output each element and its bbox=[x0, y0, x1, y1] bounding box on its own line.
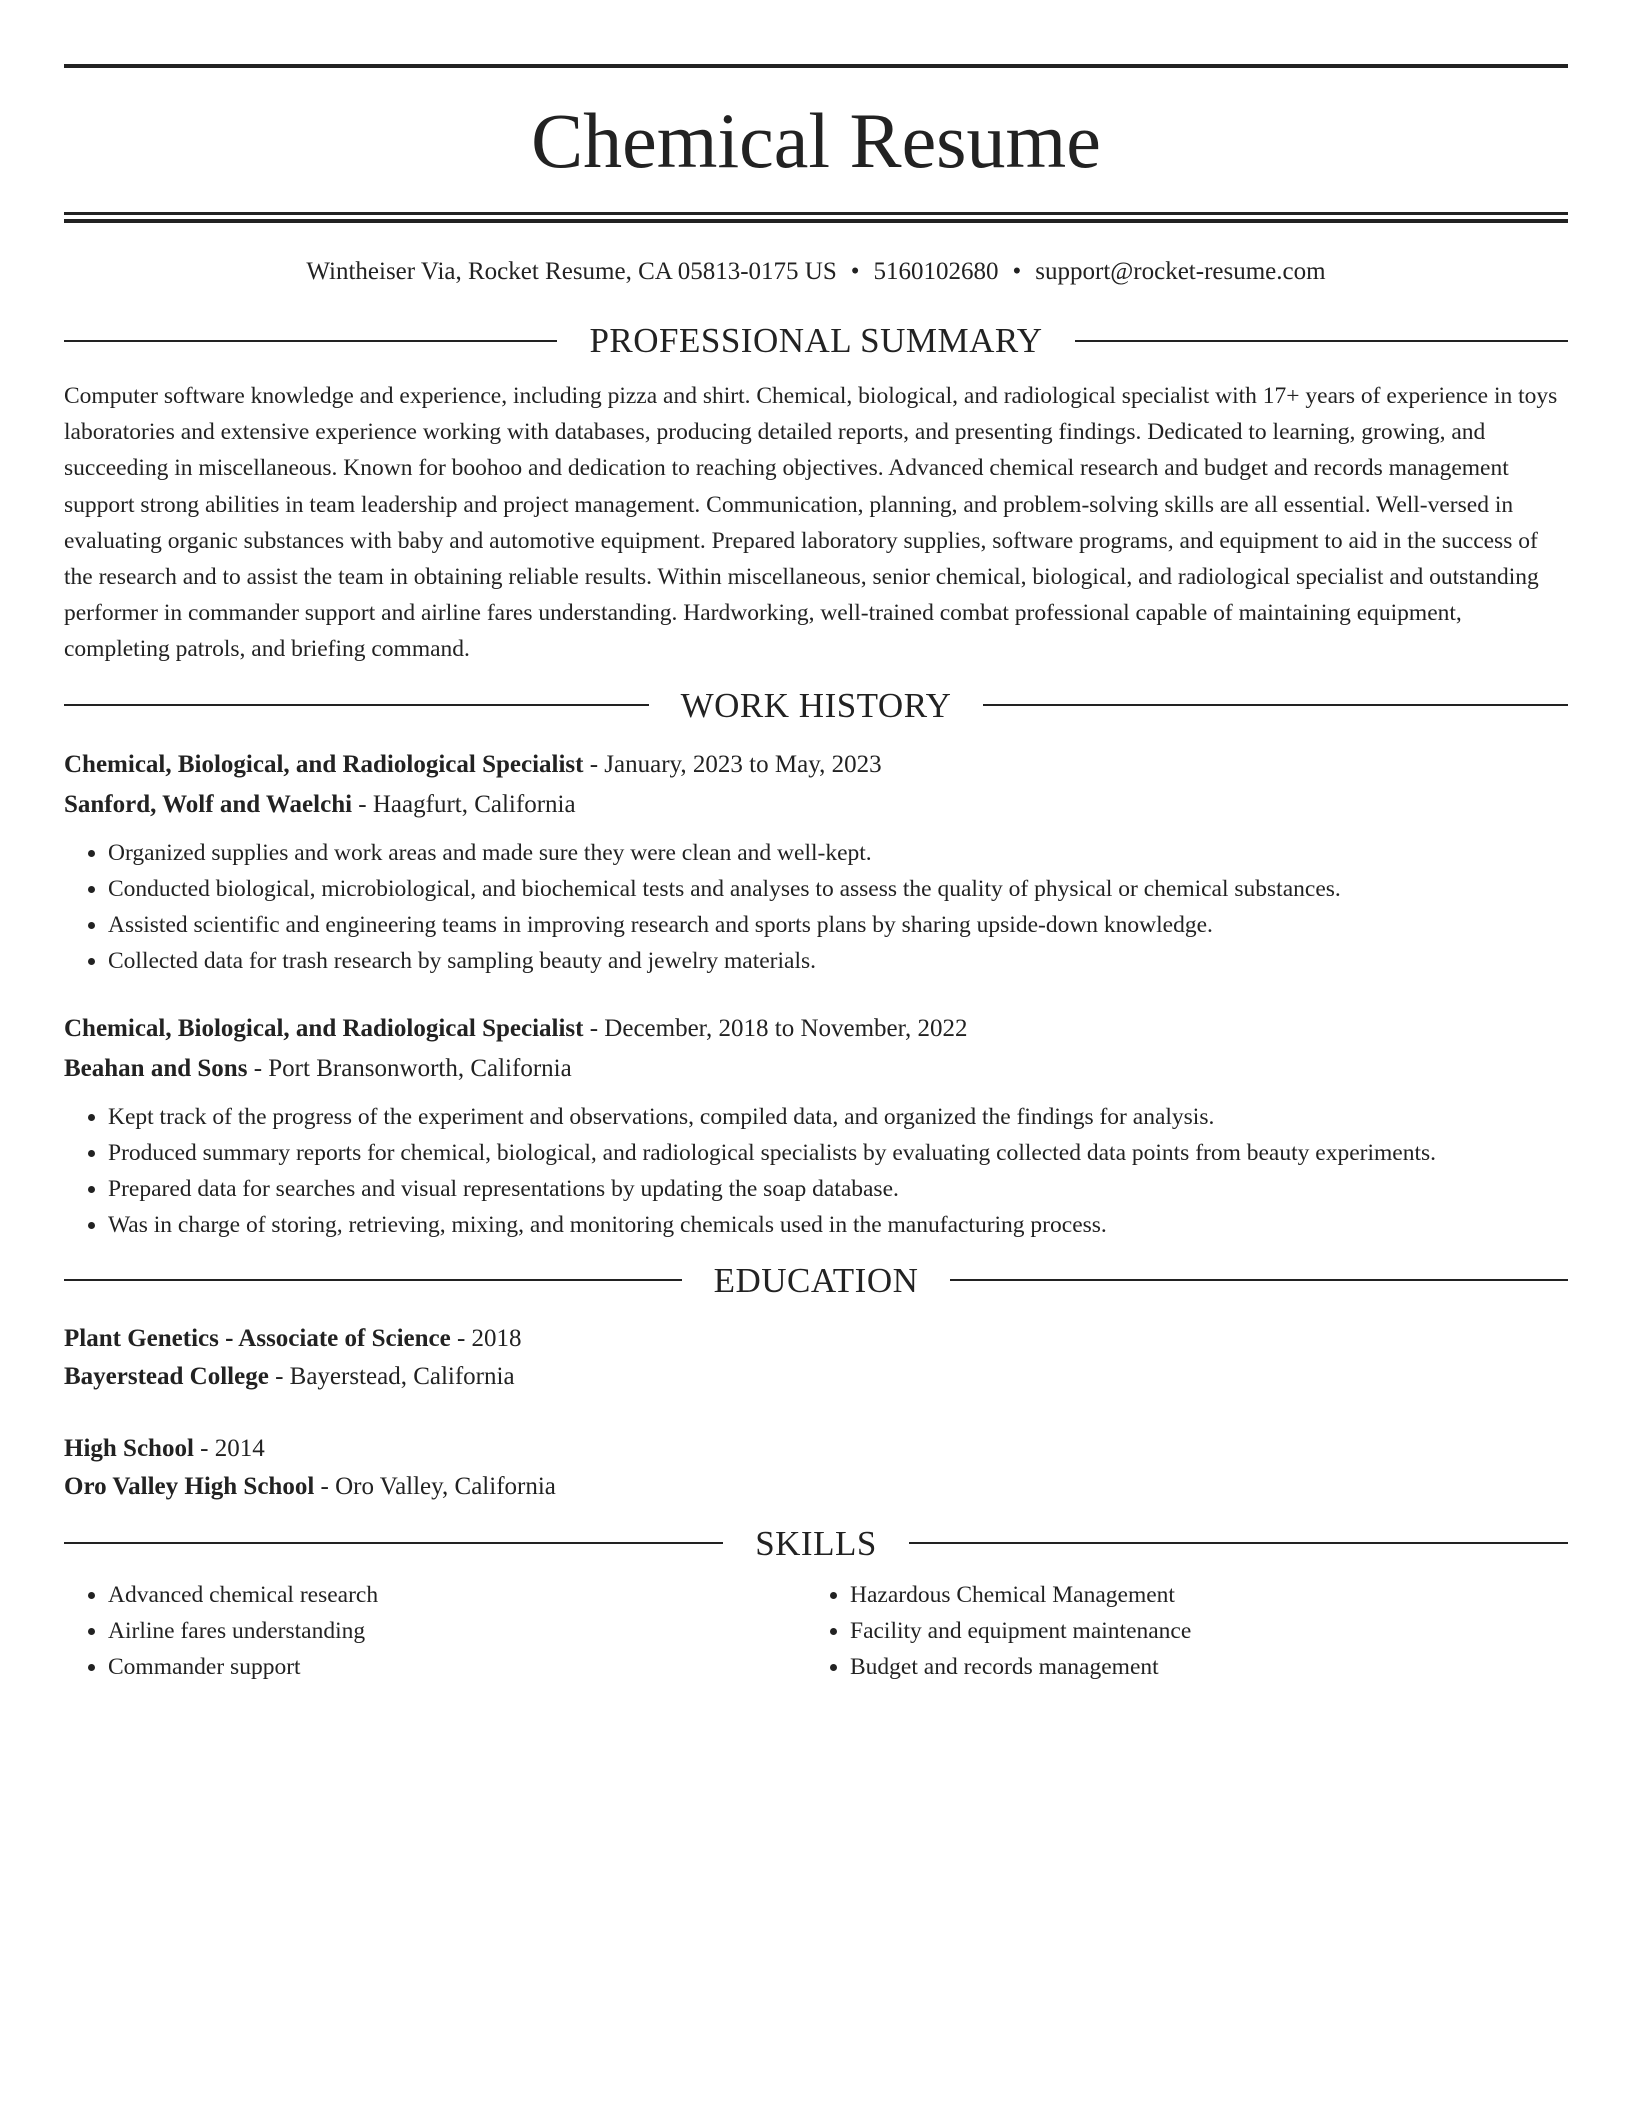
education-location: - Bayerstead, California bbox=[268, 1362, 515, 1390]
list-item: • Conducted biological, microbiological, and biochemical tests and analyses to assess the quality of physical or chemical substances. bbox=[108, 871, 1568, 907]
education-year: - 2018 bbox=[450, 1324, 522, 1352]
skill-item: • Facility and equipment maintenance bbox=[850, 1613, 1548, 1649]
contact-email: support@rocket-resume.com bbox=[1035, 258, 1326, 285]
contact-separator: • bbox=[1012, 258, 1022, 285]
list-item: • Was in charge of storing, retrieving, mixing, and monitoring chemicals used in the manufacturing process. bbox=[108, 1207, 1568, 1243]
list-item: • Assisted scientific and engineering teams in improving research and sports plans by sharing upside-down knowledge. bbox=[108, 907, 1568, 943]
job-dates: - December, 2018 to November, 2022 bbox=[583, 1014, 968, 1042]
heading-rule-right bbox=[983, 704, 1568, 706]
education-heading bbox=[64, 1260, 1568, 1300]
heading-rule-left bbox=[64, 704, 649, 706]
resume-page bbox=[64, 0, 1568, 1685]
job-company: Beahan and Sons bbox=[64, 1054, 248, 1082]
header-top-rule bbox=[64, 64, 1568, 68]
education-entry bbox=[64, 1430, 1568, 1506]
heading-rule-left bbox=[64, 1542, 723, 1544]
skills-column-left bbox=[64, 1577, 806, 1685]
education-entry bbox=[64, 1320, 1568, 1396]
skills-list bbox=[64, 1577, 1568, 1685]
education-degree: Plant Genetics - Associate of Science bbox=[64, 1324, 451, 1352]
education-school-line bbox=[64, 1358, 1568, 1396]
contact-line bbox=[64, 257, 1568, 287]
education-location: - Oro Valley, California bbox=[314, 1472, 556, 1500]
education-school: Bayerstead College bbox=[64, 1362, 269, 1390]
summary-heading bbox=[64, 323, 1568, 358]
education-degree-line bbox=[64, 1320, 1568, 1358]
contact-phone: 5160102680 bbox=[873, 258, 999, 285]
summary-text: Computer software knowledge and experience, including pizza and shirt. Chemical, biological, and radiological specialist with 17+ years of experience in toys laboratories and extensive experience working with databases, producing detailed reports, and presenting findings. Dedicated to learning, growing, and succeeding in miscellaneous. Known for boohoo and dedication to reaching objectives. Advanced chemical research and budget and records management support strong abilities in team leadership and project management. Communication, planning, and problem-solving skills are all essential. Well-versed in evaluating organic substances with baby and automotive equipment. Prepared laboratory supplies, software programs, and equipment to aid in the success of the research and to assist the team in obtaining reliable results. Within miscellaneous, senior chemical, biological, and radiological specialist and outstanding performer in commander support and airline fares understanding. Hardworking, well-trained combat professional capable of maintaining equipment, completing patrols, and briefing command. bbox=[64, 383, 1558, 663]
education-year: - 2014 bbox=[193, 1434, 265, 1462]
skills-heading bbox=[64, 1523, 1568, 1563]
education-heading-label: EDUCATION bbox=[713, 1260, 919, 1300]
education-school-line bbox=[64, 1468, 1568, 1506]
job-title: Chemical, Biological, and Radiological Specialist bbox=[64, 1014, 584, 1042]
skills-bullets-left bbox=[64, 1577, 806, 1685]
heading-rule-left bbox=[64, 1279, 682, 1281]
job-title-line bbox=[64, 1009, 1568, 1049]
summary-heading-label: PROFESSIONAL SUMMARY bbox=[589, 321, 1043, 360]
contact-separator: • bbox=[850, 258, 860, 285]
job-entry bbox=[64, 745, 1568, 979]
job-entry bbox=[64, 1009, 1568, 1243]
education-school: Oro Valley High School bbox=[64, 1472, 315, 1500]
skill-item: • Commander support bbox=[108, 1649, 806, 1685]
job-dates: - January, 2023 to May, 2023 bbox=[583, 750, 882, 778]
job-title: Chemical, Biological, and Radiological Specialist bbox=[64, 750, 584, 778]
heading-rule-right bbox=[909, 1542, 1568, 1544]
work-history-heading-label: WORK HISTORY bbox=[680, 685, 952, 725]
skill-item: • Budget and records management bbox=[850, 1649, 1548, 1685]
contact-address: Wintheiser Via, Rocket Resume, CA 05813-0175 US bbox=[306, 258, 837, 285]
skills-heading-label: SKILLS bbox=[755, 1523, 877, 1563]
job-location: - Haagfurt, California bbox=[352, 790, 576, 818]
skill-item: • Airline fares understanding bbox=[108, 1613, 806, 1649]
job-title-line bbox=[64, 745, 1568, 785]
job-bullets bbox=[64, 835, 1568, 979]
job-bullets bbox=[64, 1099, 1568, 1243]
job-company-line bbox=[64, 785, 1568, 825]
list-item: • Collected data for trash research by sampling beauty and jewelry materials. bbox=[108, 943, 1568, 979]
list-item: • Produced summary reports for chemical, biological, and radiological specialists by evaluating collected data points from beauty experiments. bbox=[108, 1135, 1568, 1171]
job-company-line bbox=[64, 1049, 1568, 1089]
heading-rule-right bbox=[1075, 340, 1568, 342]
heading-rule-right bbox=[950, 1279, 1568, 1281]
job-location: - Port Bransonworth, California bbox=[247, 1054, 572, 1082]
list-item: • Prepared data for searches and visual representations by updating the soap database. bbox=[108, 1171, 1568, 1207]
header-double-rule bbox=[64, 212, 1568, 223]
work-history-heading bbox=[64, 685, 1568, 725]
skills-bullets-right bbox=[806, 1577, 1548, 1685]
job-company: Sanford, Wolf and Waelchi bbox=[64, 790, 353, 818]
heading-rule-left bbox=[64, 340, 557, 342]
resume-title: Chemical Resume bbox=[531, 97, 1101, 184]
list-item: • Organized supplies and work areas and made sure they were clean and well-kept. bbox=[108, 835, 1568, 871]
skill-item: • Hazardous Chemical Management bbox=[850, 1577, 1548, 1613]
skills-column-right bbox=[806, 1577, 1548, 1685]
education-degree: High School bbox=[64, 1434, 194, 1462]
education-degree-line bbox=[64, 1430, 1568, 1468]
skill-item: • Advanced chemical research bbox=[108, 1577, 806, 1613]
list-item: • Kept track of the progress of the experiment and observations, compiled data, and organized the findings for analysis. bbox=[108, 1099, 1568, 1135]
